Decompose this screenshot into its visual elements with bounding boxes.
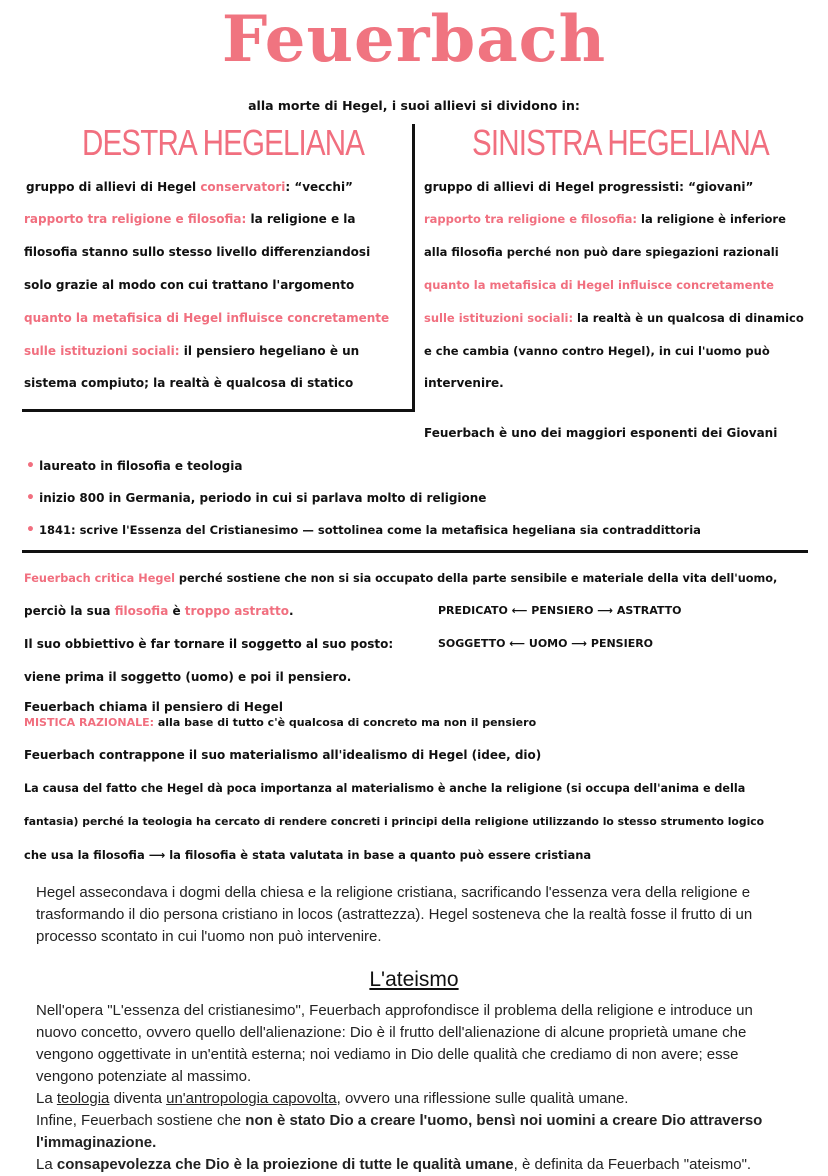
- right-line-4: quanto la metafisica di Hegel influisce concretamente: [424, 278, 774, 292]
- section-divider: [22, 550, 808, 553]
- ateismo-paragraph-3: Infine, Feuerbach sostiene che non è stato Dio a creare l'uomo, bensì noi uomini a creare Dio attraverso l'immaginazione.: [36, 1112, 763, 1151]
- left-line-7: sistema compiuto; la realtà è qualcosa di statico: [24, 376, 354, 390]
- bullet-dot-icon: •: [26, 490, 35, 506]
- intro-text: alla morte di Hegel, i suoi allievi si dividono in:: [248, 98, 580, 113]
- critique-line-5: Feuerbach chiama il pensiero di Hegel: [24, 700, 283, 714]
- ateismo-paragraph-1: Nell'opera "L'essenza del cristianesimo", Feuerbach approfondisce il problema della religione e introduce un nuovo concetto, ovvero quello dell'alienazione: Dio è il frutto dell'alienazione di alcune proprietà umane che vengono oggettivate in un'entità esterna; noi vediamo in Dio delle qualità che crediamo di non avere; esse vengono potenziate al massimo.: [36, 1002, 753, 1085]
- critique-line-7: Feuerbach contrappone il suo materialismo all'idealismo di Hegel (idee, dio): [24, 748, 542, 762]
- ateismo-paragraph-2: La teologia diventa un'antropologia capovolta, ovvero una riflessione sulle qualità umane.: [36, 1090, 629, 1107]
- critique-line-1: Feuerbach critica Hegel perché sostiene che non si sia occupato della parte sensibile e materiale della vita dell'uomo,: [24, 572, 778, 585]
- critique-line-6: MISTICA RAZIONALE: alla base di tutto c'è qualcosa di concreto ma non il pensiero: [24, 716, 537, 729]
- right-line-2: rapporto tra religione e filosofia: la religione è inferiore: [424, 212, 786, 226]
- exponent-line: Feuerbach è uno dei maggiori esponenti dei Giovani: [424, 426, 778, 440]
- right-line-5: sulle istituzioni sociali: la realtà è un qualcosa di dinamico: [424, 311, 804, 325]
- critique-line-10: che usa la filosofia ⟶ la filosofia è stata valutata in base a quanto può essere cristiana: [24, 848, 592, 862]
- right-line-6: e che cambia (vanno contro Hegel), in cui l'uomo può: [424, 344, 770, 358]
- typed-intro-paragraph: Hegel assecondava i dogmi della chiesa e la religione cristiana, sacrificando l'essenza vera della religione e trasformando il dio persona cristiano in locos (astrattezza). Hegel sosteneva che la realtà fosse il frutto di un processo scontato in cui l'uomo non può intervenire.: [36, 884, 753, 945]
- left-line-1: gruppo di allievi di Hegel conservatori: “vecchi”: [26, 180, 353, 194]
- heading-destra: DESTRA HEGELIANA: [82, 122, 365, 163]
- column-divider: [412, 124, 415, 412]
- ateismo-section: [36, 1000, 796, 1176]
- left-line-3: filosofia stanno sullo stesso livello differenziandosi: [24, 245, 371, 259]
- critique-line-2: perciò la sua filosofia è troppo astratto.: [24, 604, 294, 618]
- right-line-3: alla filosofia perché non può dare spiegazioni razionali: [424, 245, 779, 259]
- right-line-1: gruppo di allievi di Hegel progressisti: “giovani”: [424, 180, 754, 194]
- diagram-predicato: PREDICATO ⟵ PENSIERO ⟶ ASTRATTO: [438, 604, 682, 617]
- right-line-7: intervenire.: [424, 376, 504, 390]
- critique-line-8: La causa del fatto che Hegel dà poca importanza al materialismo è anche la religione (si occupa dell'anima e della: [24, 782, 746, 795]
- page-title: Feuerbach: [221, 2, 607, 77]
- bullet-dot-icon: •: [26, 458, 35, 474]
- bullet-item: • laureato in filosofia e teologia: [26, 458, 243, 474]
- left-line-6: sulle istituzioni sociali: il pensiero hegeliano è un: [24, 344, 360, 358]
- left-line-4: solo grazie al modo con cui trattano l'argomento: [24, 278, 355, 292]
- left-line-2: rapporto tra religione e filosofia: la religione e la: [24, 212, 356, 226]
- bullet-item: • 1841: scrive l'Essenza del Cristianesimo — sottolinea come la metafisica hegeliana sia contraddittoria: [26, 522, 701, 538]
- left-line-5: quanto la metafisica di Hegel influisce concretamente: [24, 311, 390, 325]
- bullet-dot-icon: •: [26, 522, 35, 538]
- critique-line-9: fantasia) perché la teologia ha cercato di rendere concreti i principi della religione utilizzando lo stesso strumento logico: [24, 815, 765, 828]
- critique-line-4: viene prima il soggetto (uomo) e poi il pensiero.: [24, 670, 352, 684]
- ateismo-paragraph-4: La consapevolezza che Dio è la proiezione di tutte le qualità umane, è definita da Feuerbach "ateismo".: [36, 1156, 752, 1173]
- left-column-bottom-divider: [22, 409, 415, 412]
- bullet-item: • inizio 800 in Germania, periodo in cui si parlava molto di religione: [26, 490, 487, 506]
- diagram-soggetto: SOGGETTO ⟵ UOMO ⟶ PENSIERO: [438, 637, 654, 650]
- ateismo-heading: L'ateismo: [369, 968, 459, 991]
- critique-line-3: Il suo obbiettivo è far tornare il soggetto al suo posto:: [24, 637, 394, 651]
- heading-sinistra: SINISTRA HEGELIANA: [472, 122, 769, 163]
